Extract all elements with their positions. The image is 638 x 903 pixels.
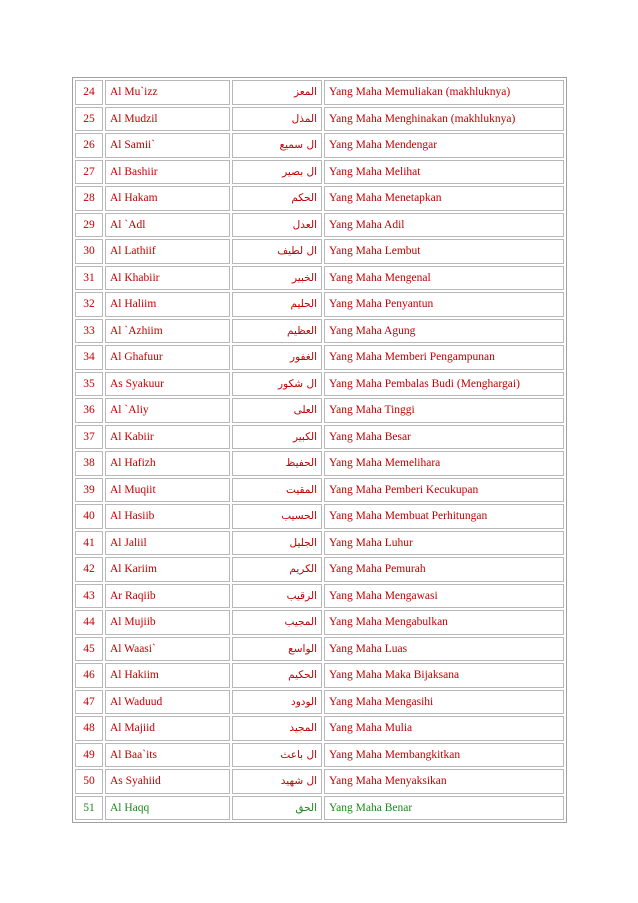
latin-name: Al Kabiir: [105, 425, 230, 450]
name-meaning: Yang Maha Benar: [324, 796, 564, 821]
arabic-name: الكريم: [232, 557, 322, 582]
table-row: [75, 504, 564, 529]
row-number: 50: [75, 769, 103, 794]
arabic-name: المذل: [232, 107, 322, 132]
latin-name: Al `Aliy: [105, 398, 230, 423]
row-number: 48: [75, 716, 103, 741]
name-meaning: Yang Maha Tinggi: [324, 398, 564, 423]
name-meaning: Yang Maha Membangkitkan: [324, 743, 564, 768]
latin-name: Al Mudzil: [105, 107, 230, 132]
row-number: 35: [75, 372, 103, 397]
latin-name: Al Khabiir: [105, 266, 230, 291]
table-row: [75, 239, 564, 264]
arabic-name: الودود: [232, 690, 322, 715]
name-meaning: Yang Maha Mengasihi: [324, 690, 564, 715]
table-row: [75, 292, 564, 317]
table-row: [75, 637, 564, 662]
table-row: [75, 186, 564, 211]
table-row: [75, 690, 564, 715]
arabic-name: المجيب: [232, 610, 322, 635]
table-row: [75, 160, 564, 185]
row-number: 24: [75, 80, 103, 105]
latin-name: Al Haliim: [105, 292, 230, 317]
row-number: 43: [75, 584, 103, 609]
row-number: 27: [75, 160, 103, 185]
row-number: 39: [75, 478, 103, 503]
latin-name: Al Samii`: [105, 133, 230, 158]
latin-name: Al Mujiib: [105, 610, 230, 635]
name-meaning: Yang Maha Membuat Perhitungan: [324, 504, 564, 529]
name-meaning: Yang Maha Mulia: [324, 716, 564, 741]
name-meaning: Yang Maha Mengenal: [324, 266, 564, 291]
table-row: [75, 266, 564, 291]
name-meaning: Yang Maha Maka Bijaksana: [324, 663, 564, 688]
table-row: [75, 80, 564, 105]
latin-name: Al `Adl: [105, 213, 230, 238]
arabic-name: الحق: [232, 796, 322, 821]
arabic-name: ال باعث: [232, 743, 322, 768]
name-meaning: Yang Maha Menetapkan: [324, 186, 564, 211]
latin-name: Al Bashiir: [105, 160, 230, 185]
name-meaning: Yang Maha Lembut: [324, 239, 564, 264]
arabic-name: العلى: [232, 398, 322, 423]
row-number: 44: [75, 610, 103, 635]
latin-name: Al Waduud: [105, 690, 230, 715]
table-row: [75, 345, 564, 370]
row-number: 49: [75, 743, 103, 768]
arabic-name: المعز: [232, 80, 322, 105]
arabic-name: الواسع: [232, 637, 322, 662]
arabic-name: ال لطيف: [232, 239, 322, 264]
name-meaning: Yang Maha Luhur: [324, 531, 564, 556]
latin-name: Al Majiid: [105, 716, 230, 741]
latin-name: Al Hakiim: [105, 663, 230, 688]
table-row: [75, 716, 564, 741]
name-meaning: Yang Maha Adil: [324, 213, 564, 238]
row-number: 37: [75, 425, 103, 450]
latin-name: Al Baa`its: [105, 743, 230, 768]
table-row: [75, 478, 564, 503]
arabic-name: الخبير: [232, 266, 322, 291]
name-meaning: Yang Maha Penyantun: [324, 292, 564, 317]
arabic-name: الرقيب: [232, 584, 322, 609]
table-row: [75, 663, 564, 688]
latin-name: Al Jaliil: [105, 531, 230, 556]
row-number: 36: [75, 398, 103, 423]
row-number: 38: [75, 451, 103, 476]
row-number: 31: [75, 266, 103, 291]
table-row: [75, 743, 564, 768]
table-row: [75, 531, 564, 556]
latin-name: Al Hasiib: [105, 504, 230, 529]
name-meaning: Yang Maha Memelihara: [324, 451, 564, 476]
name-meaning: Yang Maha Besar: [324, 425, 564, 450]
row-number: 34: [75, 345, 103, 370]
row-number: 29: [75, 213, 103, 238]
arabic-name: المجيد: [232, 716, 322, 741]
row-number: 45: [75, 637, 103, 662]
latin-name: Al `Azhiim: [105, 319, 230, 344]
arabic-name: ال شكور: [232, 372, 322, 397]
row-number: 41: [75, 531, 103, 556]
table-row: [75, 451, 564, 476]
arabic-name: الحفيظ: [232, 451, 322, 476]
table-body: [75, 80, 564, 820]
table-row: [75, 425, 564, 450]
row-number: 30: [75, 239, 103, 264]
table-row: [75, 319, 564, 344]
name-meaning: Yang Maha Pemurah: [324, 557, 564, 582]
latin-name: Al Lathiif: [105, 239, 230, 264]
row-number: 40: [75, 504, 103, 529]
latin-name: Al Kariim: [105, 557, 230, 582]
table-row: [75, 398, 564, 423]
table-row: [75, 557, 564, 582]
name-meaning: Yang Maha Menyaksikan: [324, 769, 564, 794]
name-meaning: Yang Maha Agung: [324, 319, 564, 344]
row-number: 28: [75, 186, 103, 211]
name-meaning: Yang Maha Mendengar: [324, 133, 564, 158]
row-number: 33: [75, 319, 103, 344]
name-meaning: Yang Maha Mengabulkan: [324, 610, 564, 635]
table-row: [75, 769, 564, 794]
table-row: [75, 610, 564, 635]
arabic-name: الحليم: [232, 292, 322, 317]
arabic-name: ال سميع: [232, 133, 322, 158]
arabic-name: الجليل: [232, 531, 322, 556]
arabic-name: الحكم: [232, 186, 322, 211]
table-row: [75, 584, 564, 609]
name-meaning: Yang Maha Pemberi Kecukupan: [324, 478, 564, 503]
latin-name: Ar Raqiib: [105, 584, 230, 609]
name-meaning: Yang Maha Melihat: [324, 160, 564, 185]
arabic-name: الغفور: [232, 345, 322, 370]
arabic-name: الحسيب: [232, 504, 322, 529]
latin-name: Al Hakam: [105, 186, 230, 211]
arabic-name: ال بصير: [232, 160, 322, 185]
row-number: 47: [75, 690, 103, 715]
arabic-name: الكبير: [232, 425, 322, 450]
row-number: 32: [75, 292, 103, 317]
name-meaning: Yang Maha Menghinakan (makhluknya): [324, 107, 564, 132]
row-number: 51: [75, 796, 103, 821]
latin-name: Al Waasi`: [105, 637, 230, 662]
arabic-name: الحكيم: [232, 663, 322, 688]
row-number: 26: [75, 133, 103, 158]
row-number: 46: [75, 663, 103, 688]
latin-name: Al Haqq: [105, 796, 230, 821]
latin-name: Al Muqiit: [105, 478, 230, 503]
arabic-name: العدل: [232, 213, 322, 238]
arabic-name: المقيت: [232, 478, 322, 503]
row-number: 42: [75, 557, 103, 582]
table-row: [75, 133, 564, 158]
table-row: [75, 796, 564, 821]
arabic-name: العظيم: [232, 319, 322, 344]
table-row: [75, 372, 564, 397]
asmaul-husna-table: [72, 77, 567, 823]
latin-name: As Syahiid: [105, 769, 230, 794]
arabic-name: ال شهيد: [232, 769, 322, 794]
name-meaning: Yang Maha Memberi Pengampunan: [324, 345, 564, 370]
name-meaning: Yang Maha Luas: [324, 637, 564, 662]
latin-name: As Syakuur: [105, 372, 230, 397]
name-meaning: Yang Maha Pembalas Budi (Menghargai): [324, 372, 564, 397]
name-meaning: Yang Maha Mengawasi: [324, 584, 564, 609]
name-meaning: Yang Maha Memuliakan (makhluknya): [324, 80, 564, 105]
latin-name: Al Hafizh: [105, 451, 230, 476]
row-number: 25: [75, 107, 103, 132]
latin-name: Al Mu`izz: [105, 80, 230, 105]
latin-name: Al Ghafuur: [105, 345, 230, 370]
table-row: [75, 213, 564, 238]
table-row: [75, 107, 564, 132]
